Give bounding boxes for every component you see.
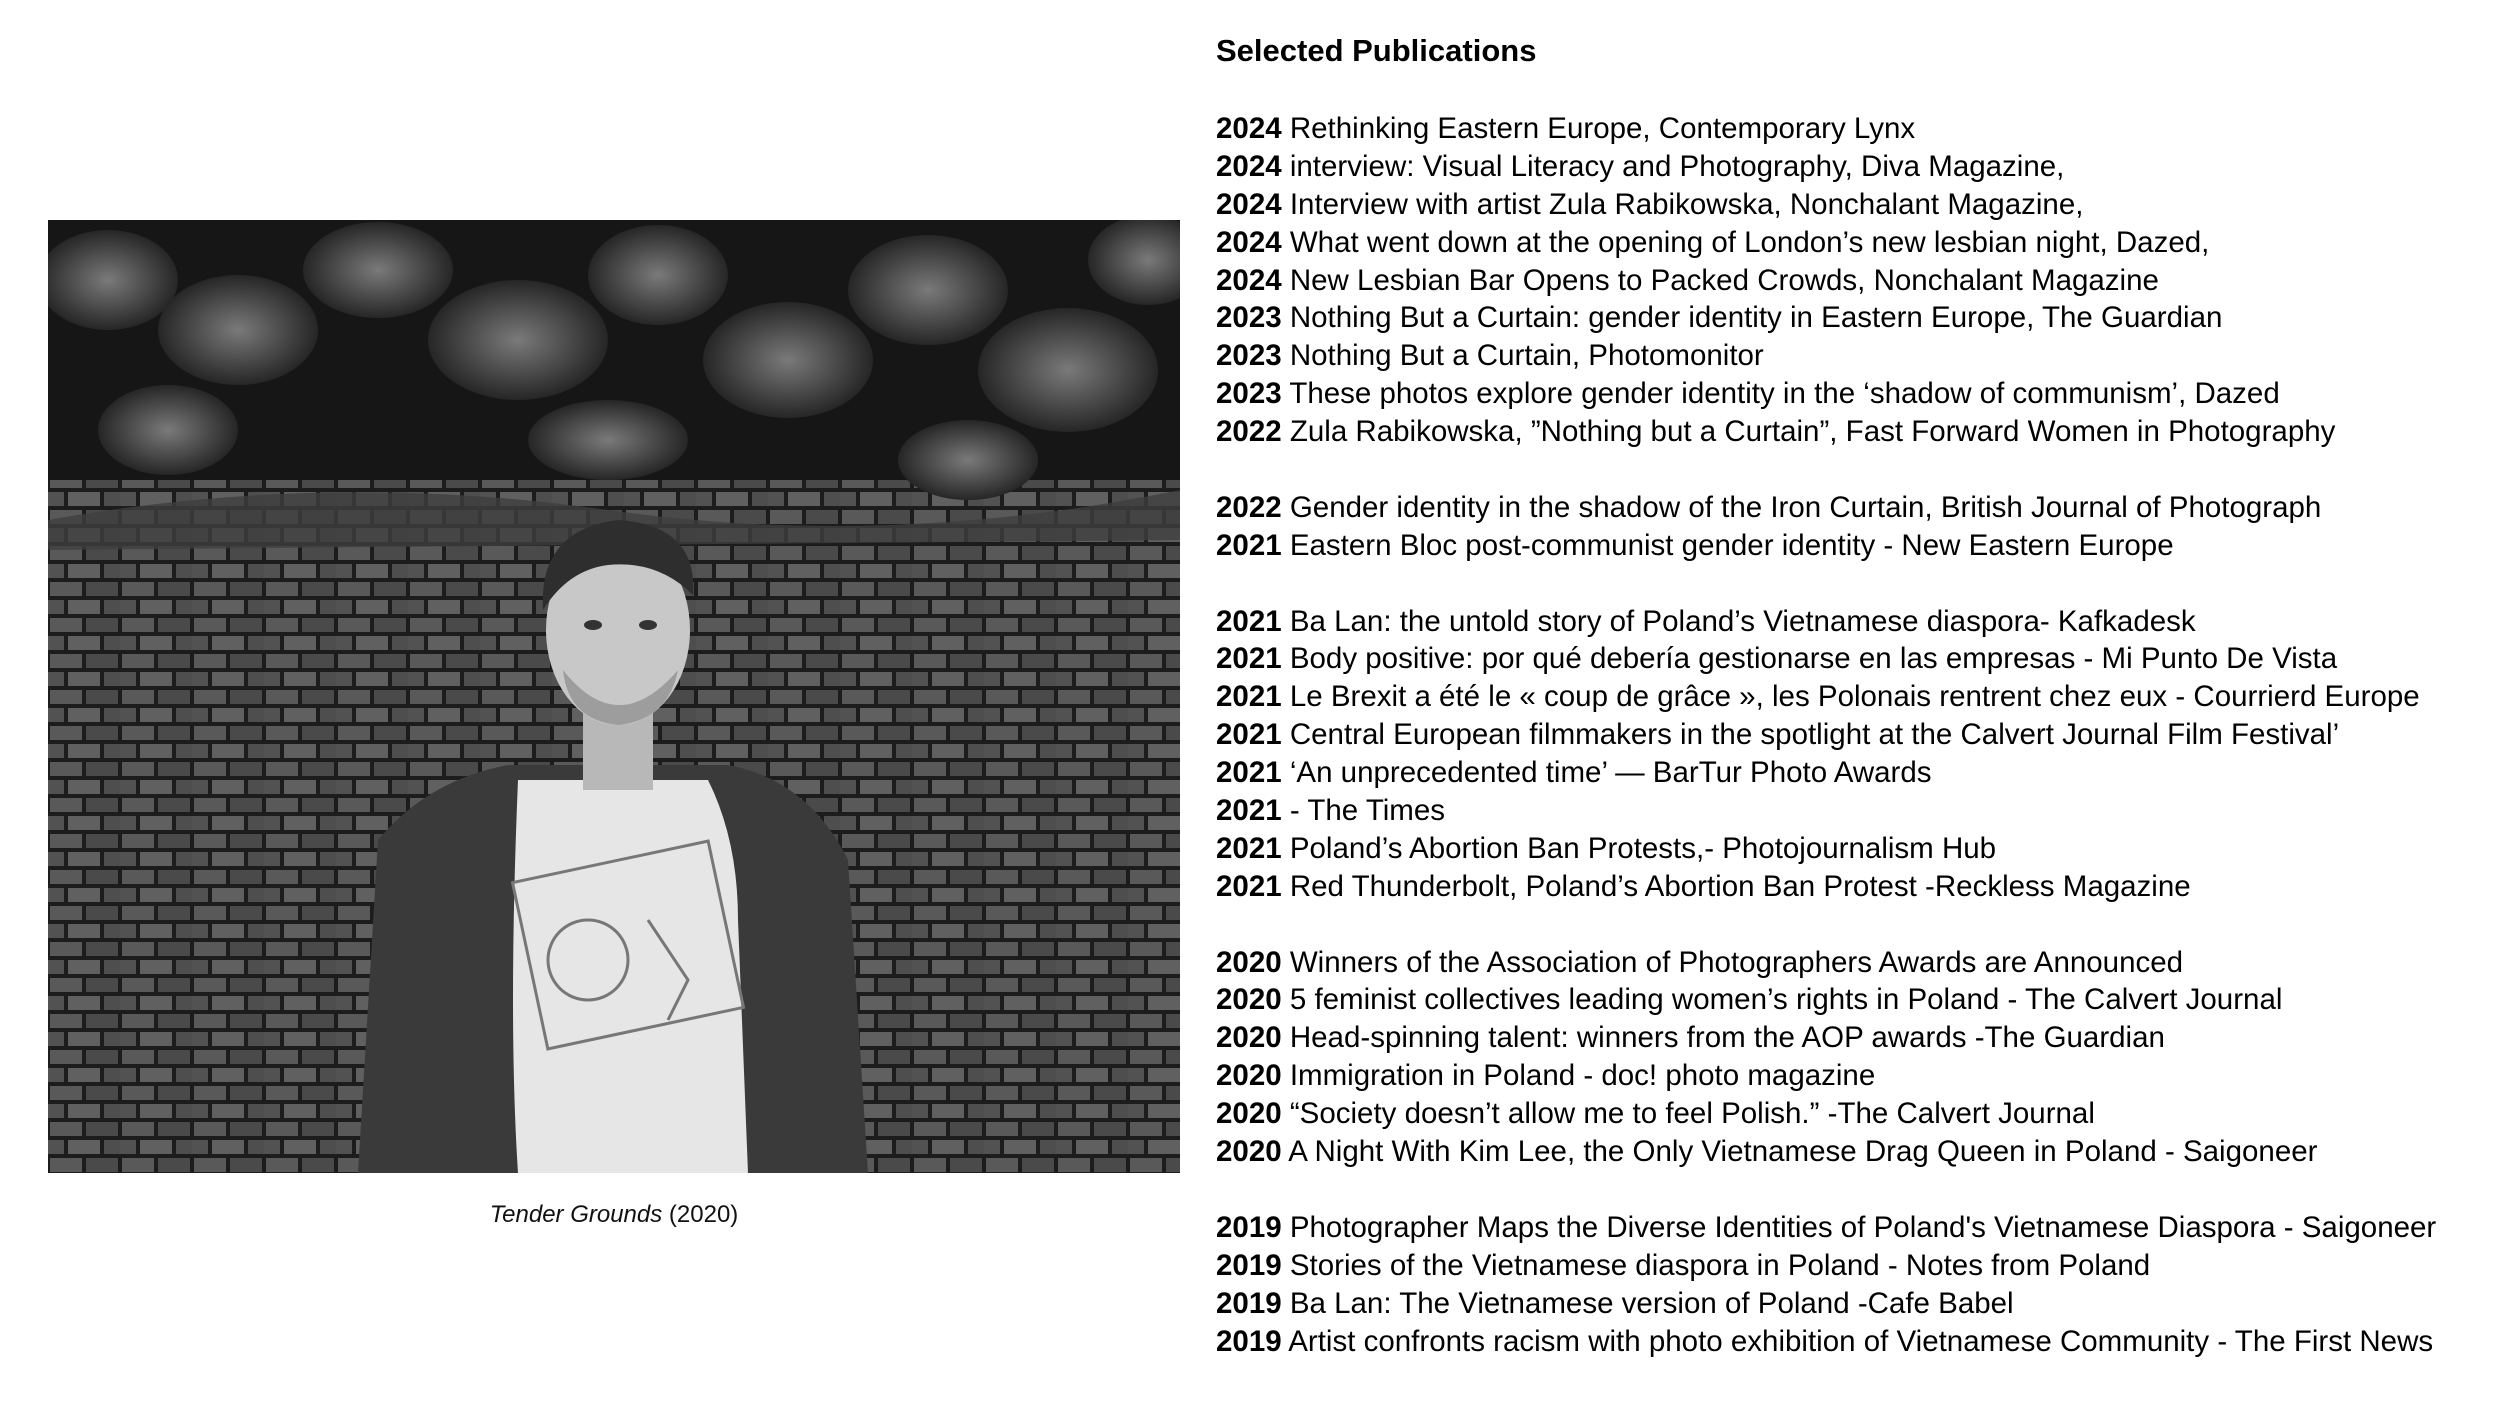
publication-year: 2022 — [1216, 415, 1282, 449]
publication-entry — [1216, 1057, 2486, 1095]
publication-entry — [1216, 337, 2486, 375]
publication-year: 2023 — [1216, 377, 1282, 411]
publication-year: 2020 — [1216, 945, 1282, 979]
publication-entry — [1216, 1095, 2486, 1133]
publication-entry — [1216, 489, 2486, 527]
publication-year: 2020 — [1216, 1097, 1282, 1131]
publication-year: 2020 — [1216, 1059, 1282, 1093]
publication-title: What went down at the opening of London’s new lesbian night, Dazed, — [1289, 225, 2210, 259]
publication-entry — [1216, 527, 2486, 565]
publication-entry — [1216, 716, 2486, 754]
publication-year: 2023 — [1216, 301, 1282, 335]
group-spacer — [1216, 565, 2486, 603]
publication-title: interview: Visual Literacy and Photography, Diva Magazine, — [1289, 149, 2065, 183]
publication-year: 2019 — [1216, 1286, 1282, 1320]
publication-title: Red Thunderbolt, Poland’s Abortion Ban Protest -Reckless Magazine — [1289, 869, 2191, 903]
publication-title: Le Brexit a été le « coup de grâce », les Polonais rentrent chez eux - Courrierd Europe — [1289, 680, 2420, 714]
publications-heading: Selected Publications — [1216, 33, 1537, 68]
publication-title: Central European filmmakers in the spotlight at the Calvert Journal Film Festival’ — [1289, 718, 2340, 752]
publication-entry — [1216, 1019, 2486, 1057]
group-spacer — [1216, 906, 2486, 944]
publication-year: 2019 — [1216, 1324, 1282, 1358]
publication-title: These photos explore gender identity in the ‘shadow of communism’, Dazed — [1289, 377, 2280, 411]
publication-year: 2021 — [1216, 756, 1282, 790]
publication-title: Body positive: por qué debería gestionarse en las empresas - Mi Punto De Vista — [1289, 642, 2338, 676]
publication-title: Rethinking Eastern Europe, Contemporary Lynx — [1289, 112, 1916, 145]
portrait-photo — [48, 220, 1180, 1173]
publication-title: Nothing But a Curtain, Photomonitor — [1289, 339, 1764, 373]
publication-entry — [1216, 640, 2486, 678]
publication-year: 2020 — [1216, 1135, 1282, 1169]
publication-entry — [1216, 1209, 2486, 1247]
publication-entry — [1216, 1285, 2486, 1323]
photo-caption — [48, 1200, 1180, 1230]
publication-year: 2024 — [1216, 187, 1282, 221]
publication-year: 2021 — [1216, 642, 1282, 676]
publication-title: Zula Rabikowska, ”Nothing but a Curtain”, Fast Forward Women in Photography — [1289, 415, 2336, 449]
group-spacer — [1216, 451, 2486, 489]
publication-title: Artist confronts racism with photo exhibition of Vietnamese Community - The First News — [1288, 1324, 2434, 1358]
publication-title: “Society doesn’t allow me to feel Polish.” -The Calvert Journal — [1289, 1097, 2095, 1131]
publication-entry — [1216, 944, 2486, 982]
publication-entry — [1216, 603, 2486, 641]
publication-title: ‘An unprecedented time’ — BarTur Photo Awards — [1289, 756, 1932, 790]
publication-year: 2023 — [1216, 339, 1282, 373]
publication-year: 2024 — [1216, 263, 1282, 297]
publication-year: 2021 — [1216, 604, 1282, 638]
publication-entry — [1216, 678, 2486, 716]
publication-title: 5 feminist collectives leading women’s rights in Poland - The Calvert Journal — [1289, 983, 2283, 1017]
publications-body — [1216, 110, 2486, 1360]
publication-entry — [1216, 981, 2486, 1019]
publication-year: 2021 — [1216, 528, 1282, 562]
publications-list — [1216, 32, 2486, 1360]
publication-title: Ba Lan: The Vietnamese version of Poland -Cafe Babel — [1289, 1286, 2014, 1320]
publication-title: Photographer Maps the Diverse Identities of Poland's Vietnamese Diaspora - Saigoneer — [1289, 1210, 2437, 1244]
publication-year: 2024 — [1216, 225, 1282, 259]
publication-title: Nothing But a Curtain: gender identity in Eastern Europe, The Guardian — [1289, 301, 2223, 335]
publication-entry — [1216, 754, 2486, 792]
publication-entry — [1216, 1133, 2486, 1171]
publication-year: 2021 — [1216, 869, 1282, 903]
publication-year: 2024 — [1216, 149, 1282, 183]
publication-entry — [1216, 868, 2486, 906]
publication-year: 2022 — [1216, 490, 1282, 524]
publication-title: Gender identity in the shadow of the Iron Curtain, British Journal of Photograph — [1289, 490, 2322, 524]
publication-title: Immigration in Poland - doc! photo magazine — [1289, 1059, 1876, 1093]
caption-year: (2020) — [668, 1201, 739, 1228]
publication-title: Head-spinning talent: winners from the AOP awards -The Guardian — [1289, 1021, 2165, 1055]
publication-year: 2021 — [1216, 680, 1282, 714]
publication-entry — [1216, 830, 2486, 868]
publication-entry — [1216, 110, 2486, 148]
publication-entry — [1216, 262, 2486, 300]
publication-title: A Night With Kim Lee, the Only Vietnamese Drag Queen in Poland - Saigoneer — [1288, 1135, 2318, 1169]
publication-entry — [1216, 375, 2486, 413]
publication-year: 2021 — [1216, 794, 1282, 828]
publication-year: 2021 — [1216, 718, 1282, 752]
publication-title: Poland’s Abortion Ban Protests,- Photojournalism Hub — [1289, 831, 1997, 865]
publication-title: Eastern Bloc post-communist gender identity - New Eastern Europe — [1289, 528, 2174, 562]
publication-entry — [1216, 413, 2486, 451]
publication-title: Interview with artist Zula Rabikowska, Nonchalant Magazine, — [1289, 187, 2084, 221]
publication-entry — [1216, 299, 2486, 337]
publication-year: 2019 — [1216, 1248, 1282, 1282]
publication-entry — [1216, 224, 2486, 262]
publication-entry — [1216, 1323, 2486, 1361]
publication-year: 2020 — [1216, 1021, 1282, 1055]
publication-entry — [1216, 148, 2486, 186]
publication-year: 2024 — [1216, 112, 1282, 145]
publication-title: Winners of the Association of Photographers Awards are Announced — [1289, 945, 2184, 979]
publication-year: 2019 — [1216, 1210, 1282, 1244]
publication-entry — [1216, 186, 2486, 224]
publication-year: 2021 — [1216, 831, 1282, 865]
publication-entry — [1216, 792, 2486, 830]
publication-entry — [1216, 1247, 2486, 1285]
caption-title: Tender Grounds — [489, 1201, 663, 1228]
group-spacer — [1216, 1171, 2486, 1209]
publication-title: New Lesbian Bar Opens to Packed Crowds, Nonchalant Magazine — [1289, 263, 2159, 297]
publication-title: Ba Lan: the untold story of Poland’s Vietnamese diaspora- Kafkadesk — [1289, 604, 2196, 638]
publication-title: - The Times — [1289, 794, 1446, 828]
publication-title: Stories of the Vietnamese diaspora in Poland - Notes from Poland — [1289, 1248, 2151, 1282]
publication-year: 2020 — [1216, 983, 1282, 1017]
